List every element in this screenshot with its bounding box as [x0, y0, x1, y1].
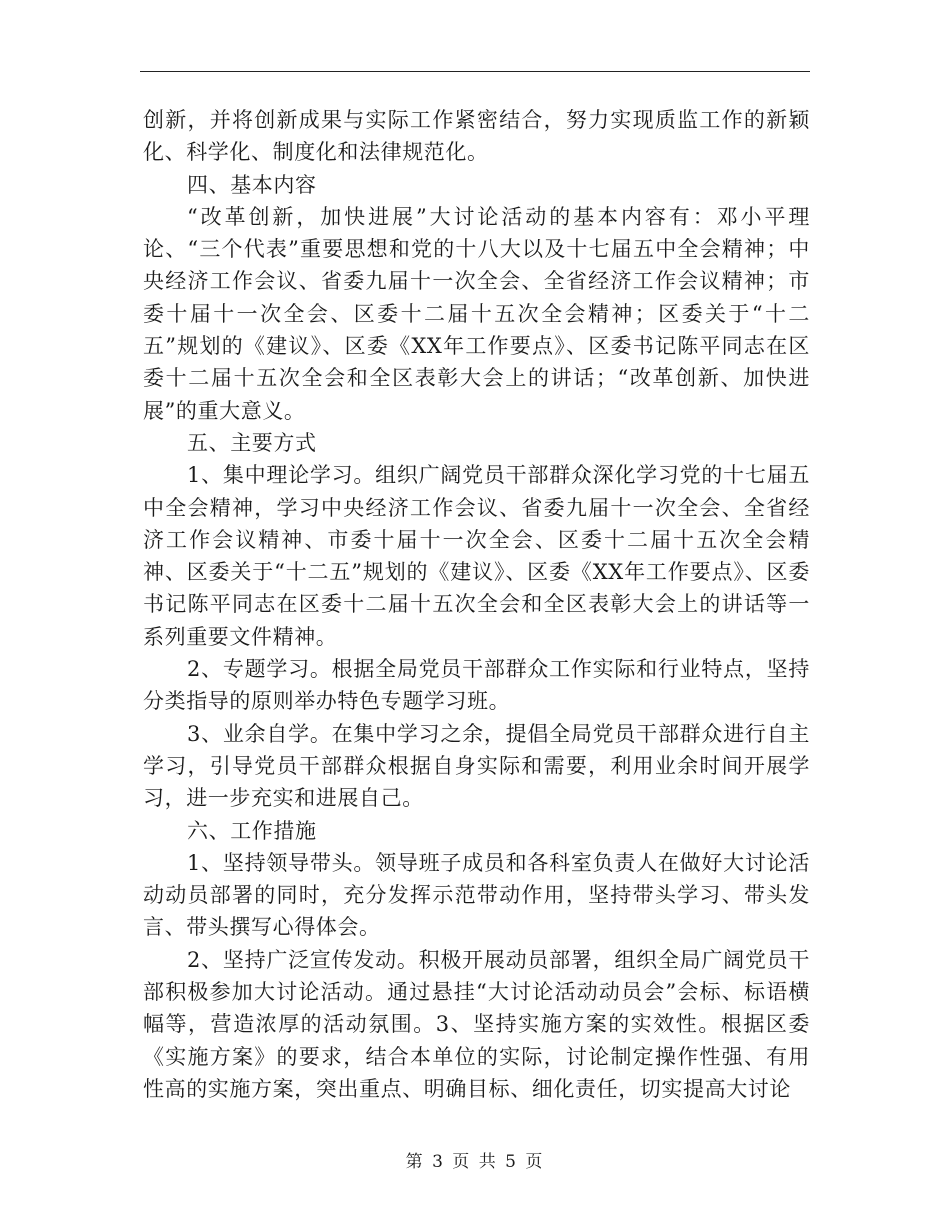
section-heading: 四、基本内容: [187, 172, 317, 197]
header-rule: [140, 71, 810, 72]
paragraph: 3、业余自学。在集中学习之余，提倡全局党员干部群众进行自主学习，引导党员干部群众根据自身实际和需要，利用业余时间开展学习，进一步充实和进展自己。: [143, 721, 810, 811]
paragraph: 1、坚持领导带头。领导班子成员和各科室负责人在做好大讨论活动动员部署的同时，充分发挥示范带动作用，坚持带头学习、带头发言、带头撰写心得体会。: [143, 850, 810, 940]
paragraph: 2、坚持广泛宣传发动。积极开展动员部署，组织全局广阔党员干部积极参加大讨论活动。通过悬挂“大讨论活动动员会”会标、标语横幅等，营造浓厚的活动氛围。3、坚持实施方案的实效性。根据区委《实施方案》的要求，结合本单位的实际，讨论制定操作性强、有用性高的实施方案，突出重点、明确目标、细化责任，切实提高大讨论: [143, 947, 810, 1101]
section-heading: 五、主要方式: [187, 430, 317, 455]
paragraph: 创新，并将创新成果与实际工作紧密结合，努力实现质监工作的新颖化、科学化、制度化和法律规范化。: [143, 108, 810, 165]
paragraph: “改革创新，加快进展”大讨论活动的基本内容有：邓小平理论、“三个代表”重要思想和党的十八大以及十七届五中全会精神；中央经济工作会议、省委九届十一次全会、全省经济工作会议精神；市委十届十一次全会、区委十二届十五次全会精神；区委关于“十二五”规划的《建议》、区委《XX年工作要点》、区委书记陈平同志在区委十二届十五次全会和全区表彰大会上的讲话；“改革创新、加快进展”的重大意义。: [143, 204, 810, 423]
section-heading: 六、工作措施: [187, 818, 317, 843]
document-body: [143, 104, 810, 1105]
paragraph: 2、专题学习。根据全局党员干部群众工作实际和行业特点，坚持分类指导的原则举办特色专题学习班。: [143, 657, 810, 714]
page-number-footer: 第 3 页 共 5 页: [405, 1152, 545, 1172]
paragraph: 1、集中理论学习。组织广阔党员干部群众深化学习党的十七届五中全会精神，学习中央经济工作会议、省委九届十一次全会、全省经济工作会议精神、市委十届十一次全会、区委十二届十五次全会精神、区委关于“十二五”规划的《建议》、区委《XX年工作要点》、区委书记陈平同志在区委十二届十五次全会和全区表彰大会上的讲话等一系列重要文件精神。: [143, 463, 810, 649]
